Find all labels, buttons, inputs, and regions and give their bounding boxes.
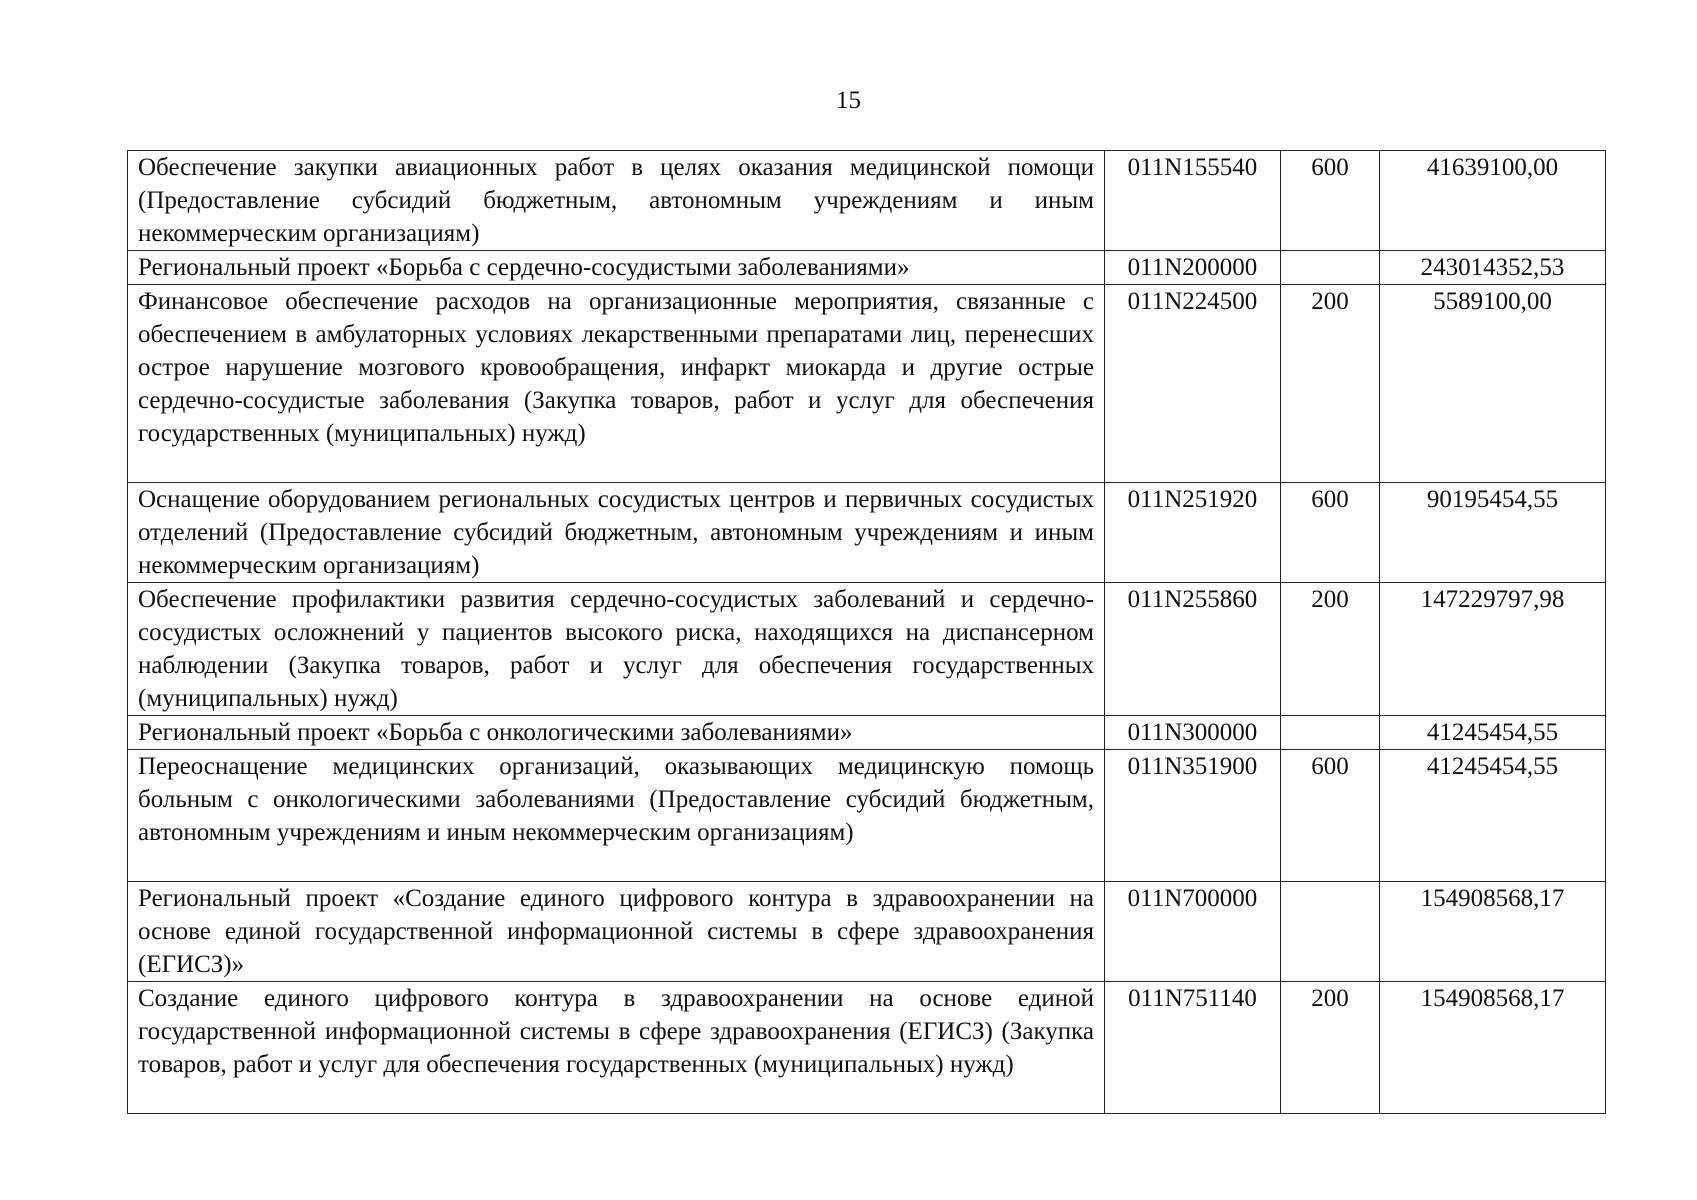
row-expense-type: 200 (1281, 285, 1380, 483)
row-description: Обеспечение профилактики развития сердечно-сосудистых заболеваний и сердечно-сосудистых осложнений у пациентов высокого риска, находящихся на диспансерном наблюдении (Закупка товаров, работ и услуг для обеспечения государственных (муниципальных) нужд) (128, 583, 1105, 716)
row-target-code: 011N200000 (1105, 251, 1281, 285)
row-amount: 41245454,55 (1380, 716, 1606, 750)
row-description: Региональный проект «Борьба с сердечно-сосудистыми заболеваниями» (128, 251, 1105, 285)
page-number: 15 (836, 87, 861, 114)
table-row (128, 285, 1606, 483)
row-description: Региональный проект «Создание единого цифрового контура в здравоохранении на основе единой государственной информационной системы в сфере здравоохранения (ЕГИСЗ)» (128, 882, 1105, 982)
table-row (128, 716, 1606, 750)
row-expense-type (1281, 251, 1380, 285)
table-row (128, 483, 1606, 583)
row-expense-type: 600 (1281, 483, 1380, 583)
row-target-code: 011N351900 (1105, 750, 1281, 882)
table-row (128, 251, 1606, 285)
row-amount: 154908568,17 (1380, 982, 1606, 1114)
row-target-code: 011N751140 (1105, 982, 1281, 1114)
row-description: Создание единого цифрового контура в здравоохранении на основе единой государственной информационной системы в сфере здравоохранения (ЕГИСЗ) (Закупка товаров, работ и услуг для обеспечения государственных (муниципальных) нужд) (128, 982, 1105, 1114)
row-amount: 90195454,55 (1380, 483, 1606, 583)
row-target-code: 011N255860 (1105, 583, 1281, 716)
row-target-code: 011N224500 (1105, 285, 1281, 483)
table-row (128, 882, 1606, 982)
table-row (128, 151, 1606, 251)
row-description: Оснащение оборудованием региональных сосудистых центров и первичных сосудистых отделений (Предоставление субсидий бюджетным, автономным учреждениям и иным некоммерческим организациям) (128, 483, 1105, 583)
row-amount: 5589100,00 (1380, 285, 1606, 483)
row-expense-type (1281, 716, 1380, 750)
row-amount: 243014352,53 (1380, 251, 1606, 285)
row-expense-type: 200 (1281, 583, 1380, 716)
budget-table (127, 150, 1606, 1114)
row-expense-type: 200 (1281, 982, 1380, 1114)
table-row (128, 982, 1606, 1114)
row-expense-type: 600 (1281, 151, 1380, 251)
row-description: Региональный проект «Борьба с онкологическими заболеваниями» (128, 716, 1105, 750)
row-target-code: 011N300000 (1105, 716, 1281, 750)
table-row (128, 583, 1606, 716)
row-amount: 41639100,00 (1380, 151, 1606, 251)
row-amount: 147229797,98 (1380, 583, 1606, 716)
row-expense-type (1281, 882, 1380, 982)
row-target-code: 011N155540 (1105, 151, 1281, 251)
row-expense-type: 600 (1281, 750, 1380, 882)
row-description: Обеспечение закупки авиационных работ в целях оказания медицинской помощи (Предоставление субсидий бюджетным, автономным учреждениям и иным некоммерческим организациям) (128, 151, 1105, 251)
row-description: Финансовое обеспечение расходов на организационные мероприятия, связанные с обеспечением в амбулаторных условиях лекарственными препаратами лиц, перенесших острое нарушение мозгового кровообращения, инфаркт миокарда и другие острые сердечно-сосудистые заболевания (Закупка товаров, работ и услуг для обеспечения государственных (муниципальных) нужд) (128, 285, 1105, 483)
row-target-code: 011N251920 (1105, 483, 1281, 583)
row-description: Переоснащение медицинских организаций, оказывающих медицинскую помощь больным с онкологическими заболеваниями (Предоставление субсидий бюджетным, автономным учреждениям и иным некоммерческим организациям) (128, 750, 1105, 882)
table-row (128, 750, 1606, 882)
row-target-code: 011N700000 (1105, 882, 1281, 982)
row-amount: 41245454,55 (1380, 750, 1606, 882)
row-amount: 154908568,17 (1380, 882, 1606, 982)
